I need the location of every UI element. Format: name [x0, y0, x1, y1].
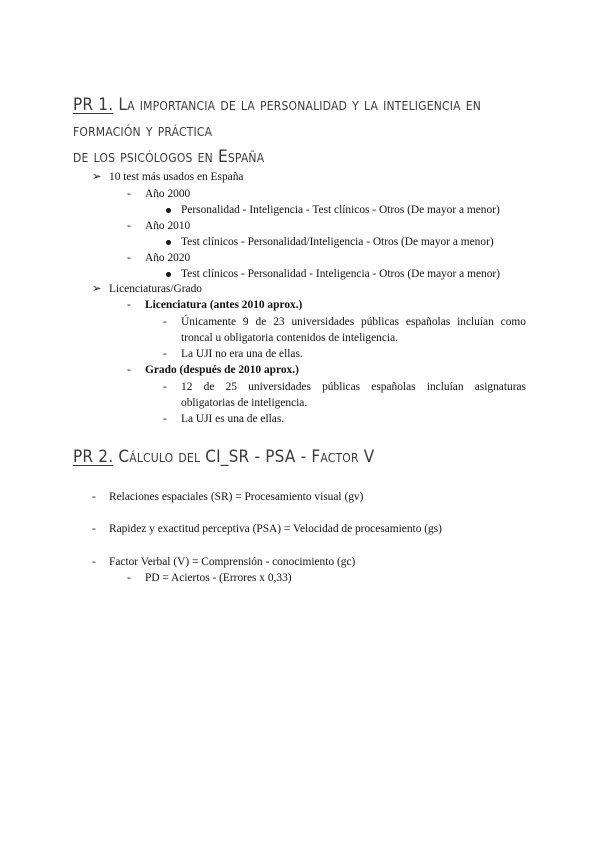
- dash-bullet-icon: -: [127, 572, 131, 584]
- arrow-bullet-icon: ➢: [92, 283, 102, 295]
- section-1-title-line1: La importancia de la personalidad y la inteligencia en formación y práctica: [73, 95, 482, 141]
- section-1-prefix: PR 1.: [73, 95, 114, 115]
- lic-note-1-line-1: Únicamente 9 de 23 universidades públicas españolas incluían como: [181, 316, 526, 328]
- dot-bullet-icon: [166, 208, 171, 213]
- list-item-lic-grado: Licenciaturas/Grado: [109, 283, 202, 295]
- dash-bullet-icon: -: [127, 364, 131, 376]
- list-item-licenciatura: Licenciatura (antes 2010 aprox.): [145, 299, 303, 311]
- list-item-grado: Grado (después de 2010 aprox.): [145, 364, 299, 376]
- dot-bullet-icon: [166, 240, 171, 245]
- list-item-top10: 10 test más usados en España: [109, 171, 244, 183]
- dot-bullet-icon: [166, 272, 171, 277]
- list-item-v: Factor Verbal (V) = Comprensión - conocimiento (gc): [109, 556, 356, 568]
- list-item-psa: Rapidez y exactitud perceptiva (PSA) = Velocidad de procesamiento (gs): [109, 523, 442, 535]
- dash-bullet-icon: -: [127, 299, 131, 311]
- list-item-year-2020-detail: Test clínicos - Personalidad - Inteligencia - Otros (De mayor a menor): [181, 268, 500, 280]
- list-item-year-2010-detail: Test clínicos - Personalidad/Inteligencia - Otros (De mayor a menor): [181, 236, 494, 248]
- dash-bullet-icon: -: [92, 556, 96, 568]
- section-2-heading: [73, 444, 543, 470]
- dash-bullet-icon: -: [163, 348, 167, 360]
- lic-note-1-line-2: troncal u obligatoria contenidos de inteligencia.: [181, 332, 398, 344]
- section-2-title: Cálculo del CI_SR - PSA - Factor V: [113, 447, 375, 467]
- list-item-year-2020: Año 2020: [145, 252, 191, 264]
- grado-note-1-line-1: 12 de 25 universidades públicas españolas incluían asignaturas: [181, 381, 526, 393]
- grado-note-1-line-2: obligatorias de inteligencia.: [181, 397, 308, 409]
- section-2-prefix: PR 2.: [73, 447, 114, 467]
- grado-note-2: La UJI es una de ellas.: [181, 413, 285, 425]
- dash-bullet-icon: -: [163, 316, 167, 328]
- arrow-bullet-icon: ➢: [92, 171, 102, 183]
- lic-note-2: La UJI no era una de ellas.: [181, 348, 303, 360]
- dash-bullet-icon: -: [127, 252, 131, 264]
- dash-bullet-icon: -: [163, 381, 167, 393]
- section-1-heading: [73, 92, 543, 170]
- list-item-year-2010: Año 2010: [145, 220, 191, 232]
- dash-bullet-icon: -: [92, 491, 96, 503]
- list-item-year-2000: Año 2000: [145, 188, 191, 200]
- dash-bullet-icon: -: [127, 220, 131, 232]
- list-item-year-2000-detail: Personalidad - Inteligencia - Test clínicos - Otros (De mayor a menor): [181, 204, 500, 216]
- list-item-sr: Relaciones espaciales (SR) = Procesamiento visual (gv): [109, 491, 364, 503]
- dash-bullet-icon: -: [127, 188, 131, 200]
- dash-bullet-icon: -: [163, 413, 167, 425]
- dash-bullet-icon: -: [92, 523, 96, 535]
- section-1-title-line2: de los psicólogos en España: [73, 147, 265, 167]
- list-item-pd: PD = Aciertos - (Errores x 0,33): [145, 572, 292, 584]
